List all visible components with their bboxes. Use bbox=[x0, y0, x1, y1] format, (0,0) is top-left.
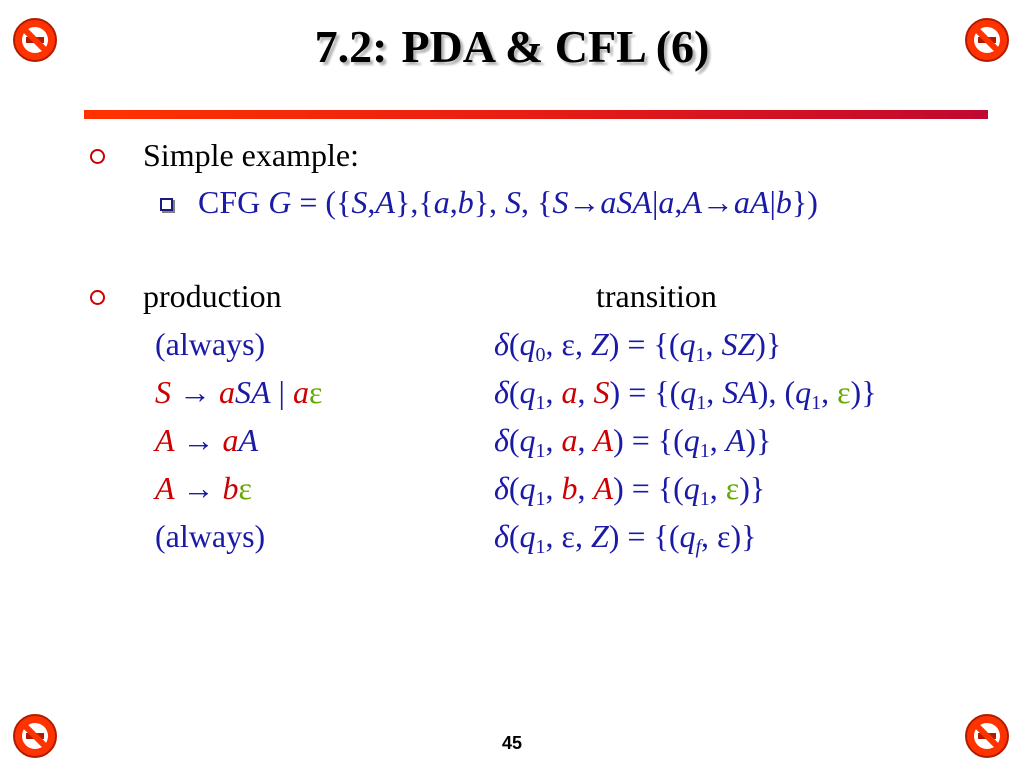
cfg-definition: CFG G = ({S,A},{a,b}, S, {S→aSA|a,A→aA|b}) bbox=[198, 184, 818, 220]
hollow-square-bullet-icon bbox=[160, 198, 173, 211]
transition-cell: $\delta(q_1$, a, $S) = \{(q_1$, SA), ($q_1$, ε)} bbox=[494, 374, 877, 414]
production-cell: (always) bbox=[155, 326, 266, 362]
bullet-simple-example: Simple example: bbox=[143, 137, 359, 173]
production-cell: S → aSA | aε bbox=[155, 374, 323, 410]
title-divider bbox=[84, 110, 988, 119]
production-cell: A → bε bbox=[155, 470, 252, 506]
title-number: 7.2: bbox=[314, 21, 388, 72]
cfg-prefix: CFG bbox=[198, 184, 261, 220]
title-text: PDA & CFL (6) bbox=[401, 21, 710, 72]
hollow-circle-bullet-icon bbox=[90, 290, 105, 305]
page-number: 45 bbox=[501, 733, 523, 753]
transition-cell: $\delta(q_1$, ε, $Z) = \{(q_f$, ε)} bbox=[494, 518, 757, 558]
column-header-production: production bbox=[143, 278, 282, 314]
production-cell: A → aA bbox=[155, 422, 259, 458]
hollow-circle-bullet-icon bbox=[90, 149, 105, 164]
production-cell: (always) bbox=[155, 518, 266, 554]
transition-cell: $\delta(q_1$, b, $A) = \{(q_1$, ε)} bbox=[494, 470, 766, 510]
slide-title bbox=[0, 20, 1024, 74]
transition-cell: $\delta(q_0$, ε, $Z) = \{(q_1$, SZ)} bbox=[494, 326, 782, 366]
column-header-transition: transition bbox=[596, 278, 717, 314]
transition-cell: $\delta(q_1$, a, $A) = \{(q_1$, A)} bbox=[494, 422, 772, 462]
